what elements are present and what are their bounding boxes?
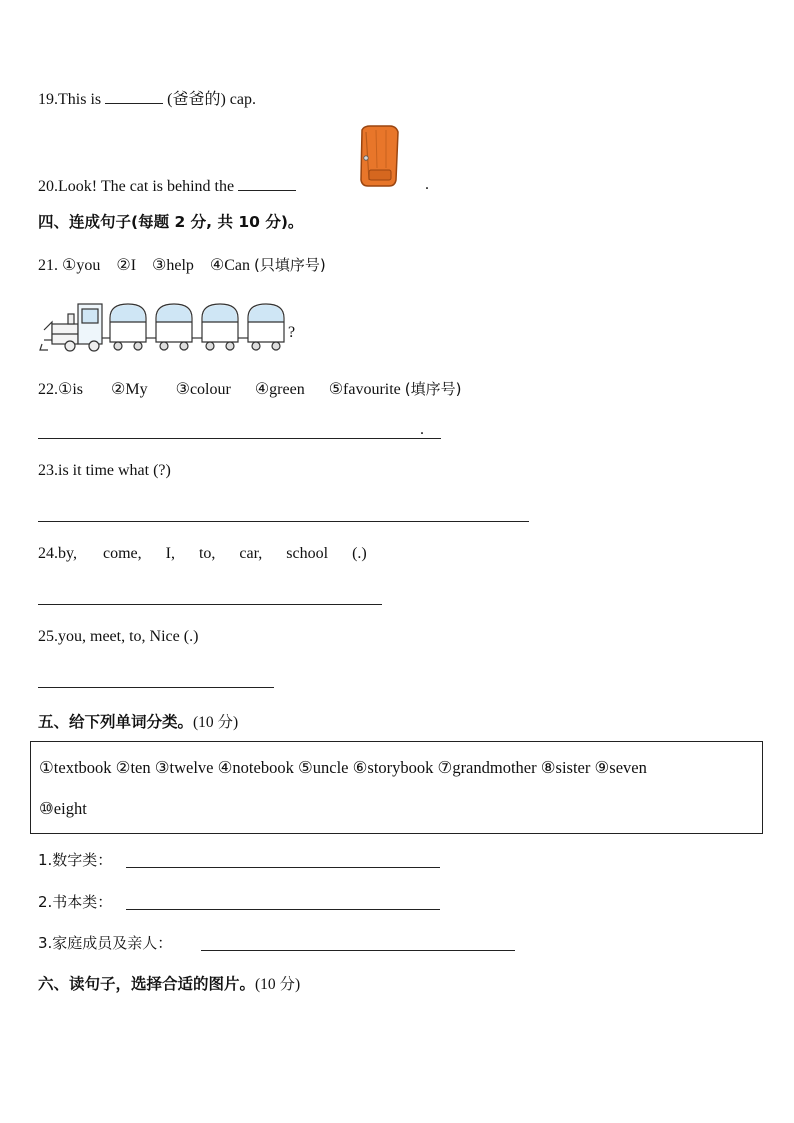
word-item: ①is [58,381,84,398]
word-item: ④Can [209,257,251,274]
word-item: ③colour [175,381,231,398]
word-box [30,741,763,834]
question-21 [38,254,326,275]
word-item: school [286,545,329,562]
category-numbers-blank[interactable] [126,867,440,868]
word-item: ④green [254,381,305,398]
question-text: This is [58,91,102,108]
question-number: 21. [38,257,58,274]
category-books-label: 2.书本类： [38,893,113,911]
question-22 [38,378,462,399]
category-family-label: 3.家庭成员及亲人： [38,934,173,952]
question-20 [38,176,296,196]
word-box-line-1: ①textbook ②ten ③twelve ④notebook ⑤uncle ⑥storybook ⑦grandmother ⑧sister ⑨seven [39,758,647,777]
category-books-blank[interactable] [126,909,440,910]
question-text-end: (爸爸的) cap. [167,91,256,108]
question-number: 20. [38,178,58,195]
question-number: 22. [38,381,58,398]
category-numbers-label: 1.数字类： [38,851,113,869]
word-item: ②I [116,257,137,274]
question-23 [38,462,171,480]
question-20-end: . [425,176,429,193]
question-number: 19. [38,91,58,108]
section-score: (10 分) [255,976,301,993]
train-icon[interactable] [38,300,290,354]
category-family-blank[interactable] [201,950,515,951]
word-item: (.) [352,545,367,562]
question-25 [38,628,198,646]
question-number: 23. [38,462,58,479]
section-score: (10 分) [193,714,239,731]
answer-blank[interactable] [238,176,296,191]
question-24 [38,545,367,563]
hint-text: (填序号) [404,380,462,398]
question-number: 25. [38,628,58,645]
answer-blank[interactable] [105,89,163,104]
section-6-heading [38,972,300,994]
answer-line[interactable] [38,604,382,605]
question-text: you, meet, to, Nice (.) [58,628,199,645]
word-item: ①you [62,257,101,274]
question-21-end: ? [288,324,296,341]
section-4-heading [38,210,303,232]
answer-line[interactable] [38,438,441,439]
question-text: Look! The cat is behind the [58,178,235,195]
hint-text: (只填序号) [254,256,326,274]
question-19 [38,86,256,109]
word-item: ③help [152,257,194,274]
answer-line[interactable] [38,687,274,688]
door-icon [356,124,400,188]
answer-line-end: . [420,421,424,438]
word-item: ②My [111,381,148,398]
word-item: come, [102,545,142,562]
word-item: ⑤favourite [328,381,401,398]
answer-line[interactable] [38,521,529,522]
word-box-line-2: ⑩eight [39,799,87,818]
section-title: 五、给下列单词分类。 [38,713,194,731]
word-item: to, [198,545,216,562]
section-score: (每题 2 分, 共 10 分)。 [131,213,304,231]
section-5-heading [38,710,238,732]
question-text: is it time what (?) [58,462,171,479]
question-number: 24. [38,545,58,562]
word-item: by, [58,545,77,562]
word-item: I, [165,545,175,562]
word-item: car, [239,545,263,562]
section-title: 四、连成句子 [38,213,132,231]
section-title: 六、读句子，选择合适的图片。 [38,975,256,993]
